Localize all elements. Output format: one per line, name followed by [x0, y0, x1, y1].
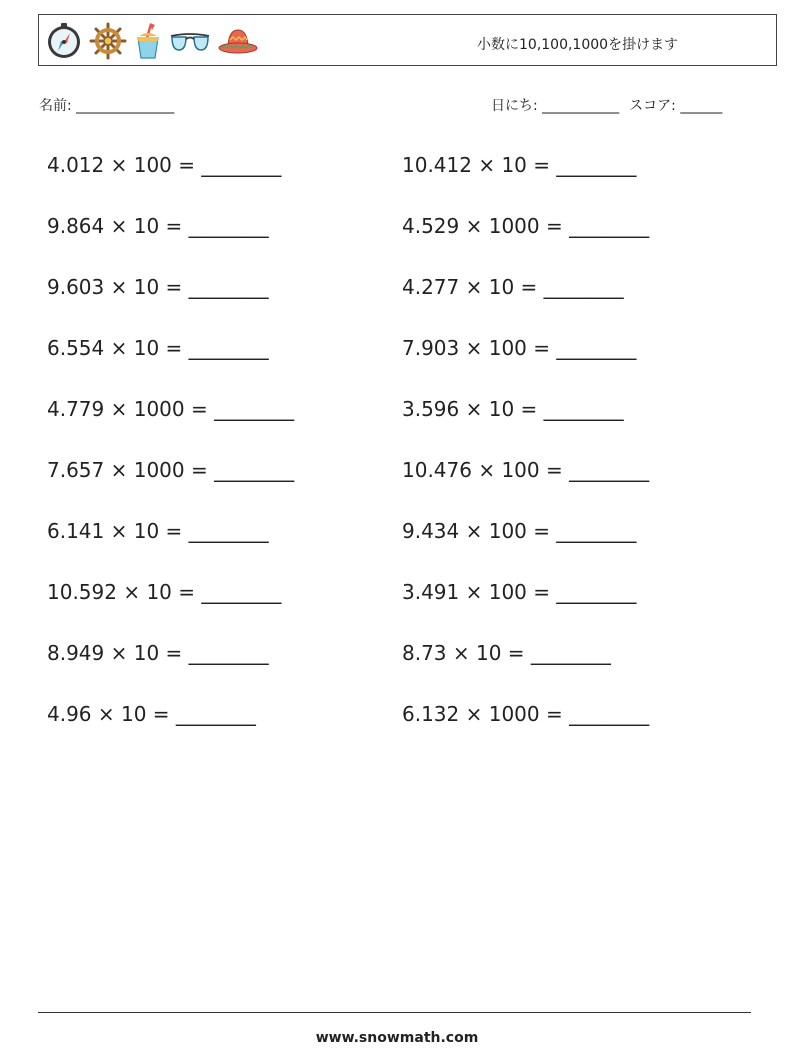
- date-field: 日にち: ___________: [491, 98, 620, 114]
- sombrero-icon: [217, 22, 259, 60]
- problem-item: 9.603 × 10 = ________: [47, 275, 269, 299]
- header-icons: [45, 21, 259, 61]
- date-score-fields: [491, 95, 722, 115]
- sand-bucket-icon: [133, 22, 163, 60]
- problem-item: 9.434 × 100 = ________: [402, 519, 637, 543]
- compass-icon: [45, 22, 83, 60]
- problem-item: 6.132 × 1000 = ________: [402, 702, 650, 726]
- footer-site: www.snowmath.com: [315, 1030, 479, 1046]
- problem-item: 7.657 × 1000 = ________: [47, 458, 295, 482]
- problem-item: 3.596 × 10 = ________: [402, 397, 624, 421]
- problem-item: 4.779 × 1000 = ________: [47, 397, 295, 421]
- problem-item: 10.412 × 10 = ________: [402, 153, 637, 177]
- score-field: スコア: ______: [629, 98, 723, 114]
- problem-item: 9.864 × 10 = ________: [47, 214, 269, 238]
- problem-item: 10.476 × 100 = ________: [402, 458, 650, 482]
- problem-item: 6.141 × 10 = ________: [47, 519, 269, 543]
- ship-wheel-icon: [89, 22, 127, 60]
- problem-item: 7.903 × 100 = ________: [402, 336, 637, 360]
- problem-item: 3.491 × 100 = ________: [402, 580, 637, 604]
- problem-item: 10.592 × 10 = ________: [47, 580, 282, 604]
- problem-item: 8.73 × 10 = ________: [402, 641, 611, 665]
- worksheet-header: [38, 14, 777, 66]
- worksheet-title: 小数に10,100,1000を掛けます: [477, 37, 679, 53]
- footer-divider: [38, 1012, 751, 1013]
- problem-item: 4.277 × 10 = ________: [402, 275, 624, 299]
- problem-item: 4.012 × 100 = ________: [47, 153, 282, 177]
- problem-item: 8.949 × 10 = ________: [47, 641, 269, 665]
- problem-item: 4.96 × 10 = ________: [47, 702, 256, 726]
- sunglasses-icon: [169, 22, 211, 60]
- problem-item: 4.529 × 1000 = ________: [402, 214, 650, 238]
- name-field: 名前: ______________: [39, 98, 175, 114]
- problem-item: 6.554 × 10 = ________: [47, 336, 269, 360]
